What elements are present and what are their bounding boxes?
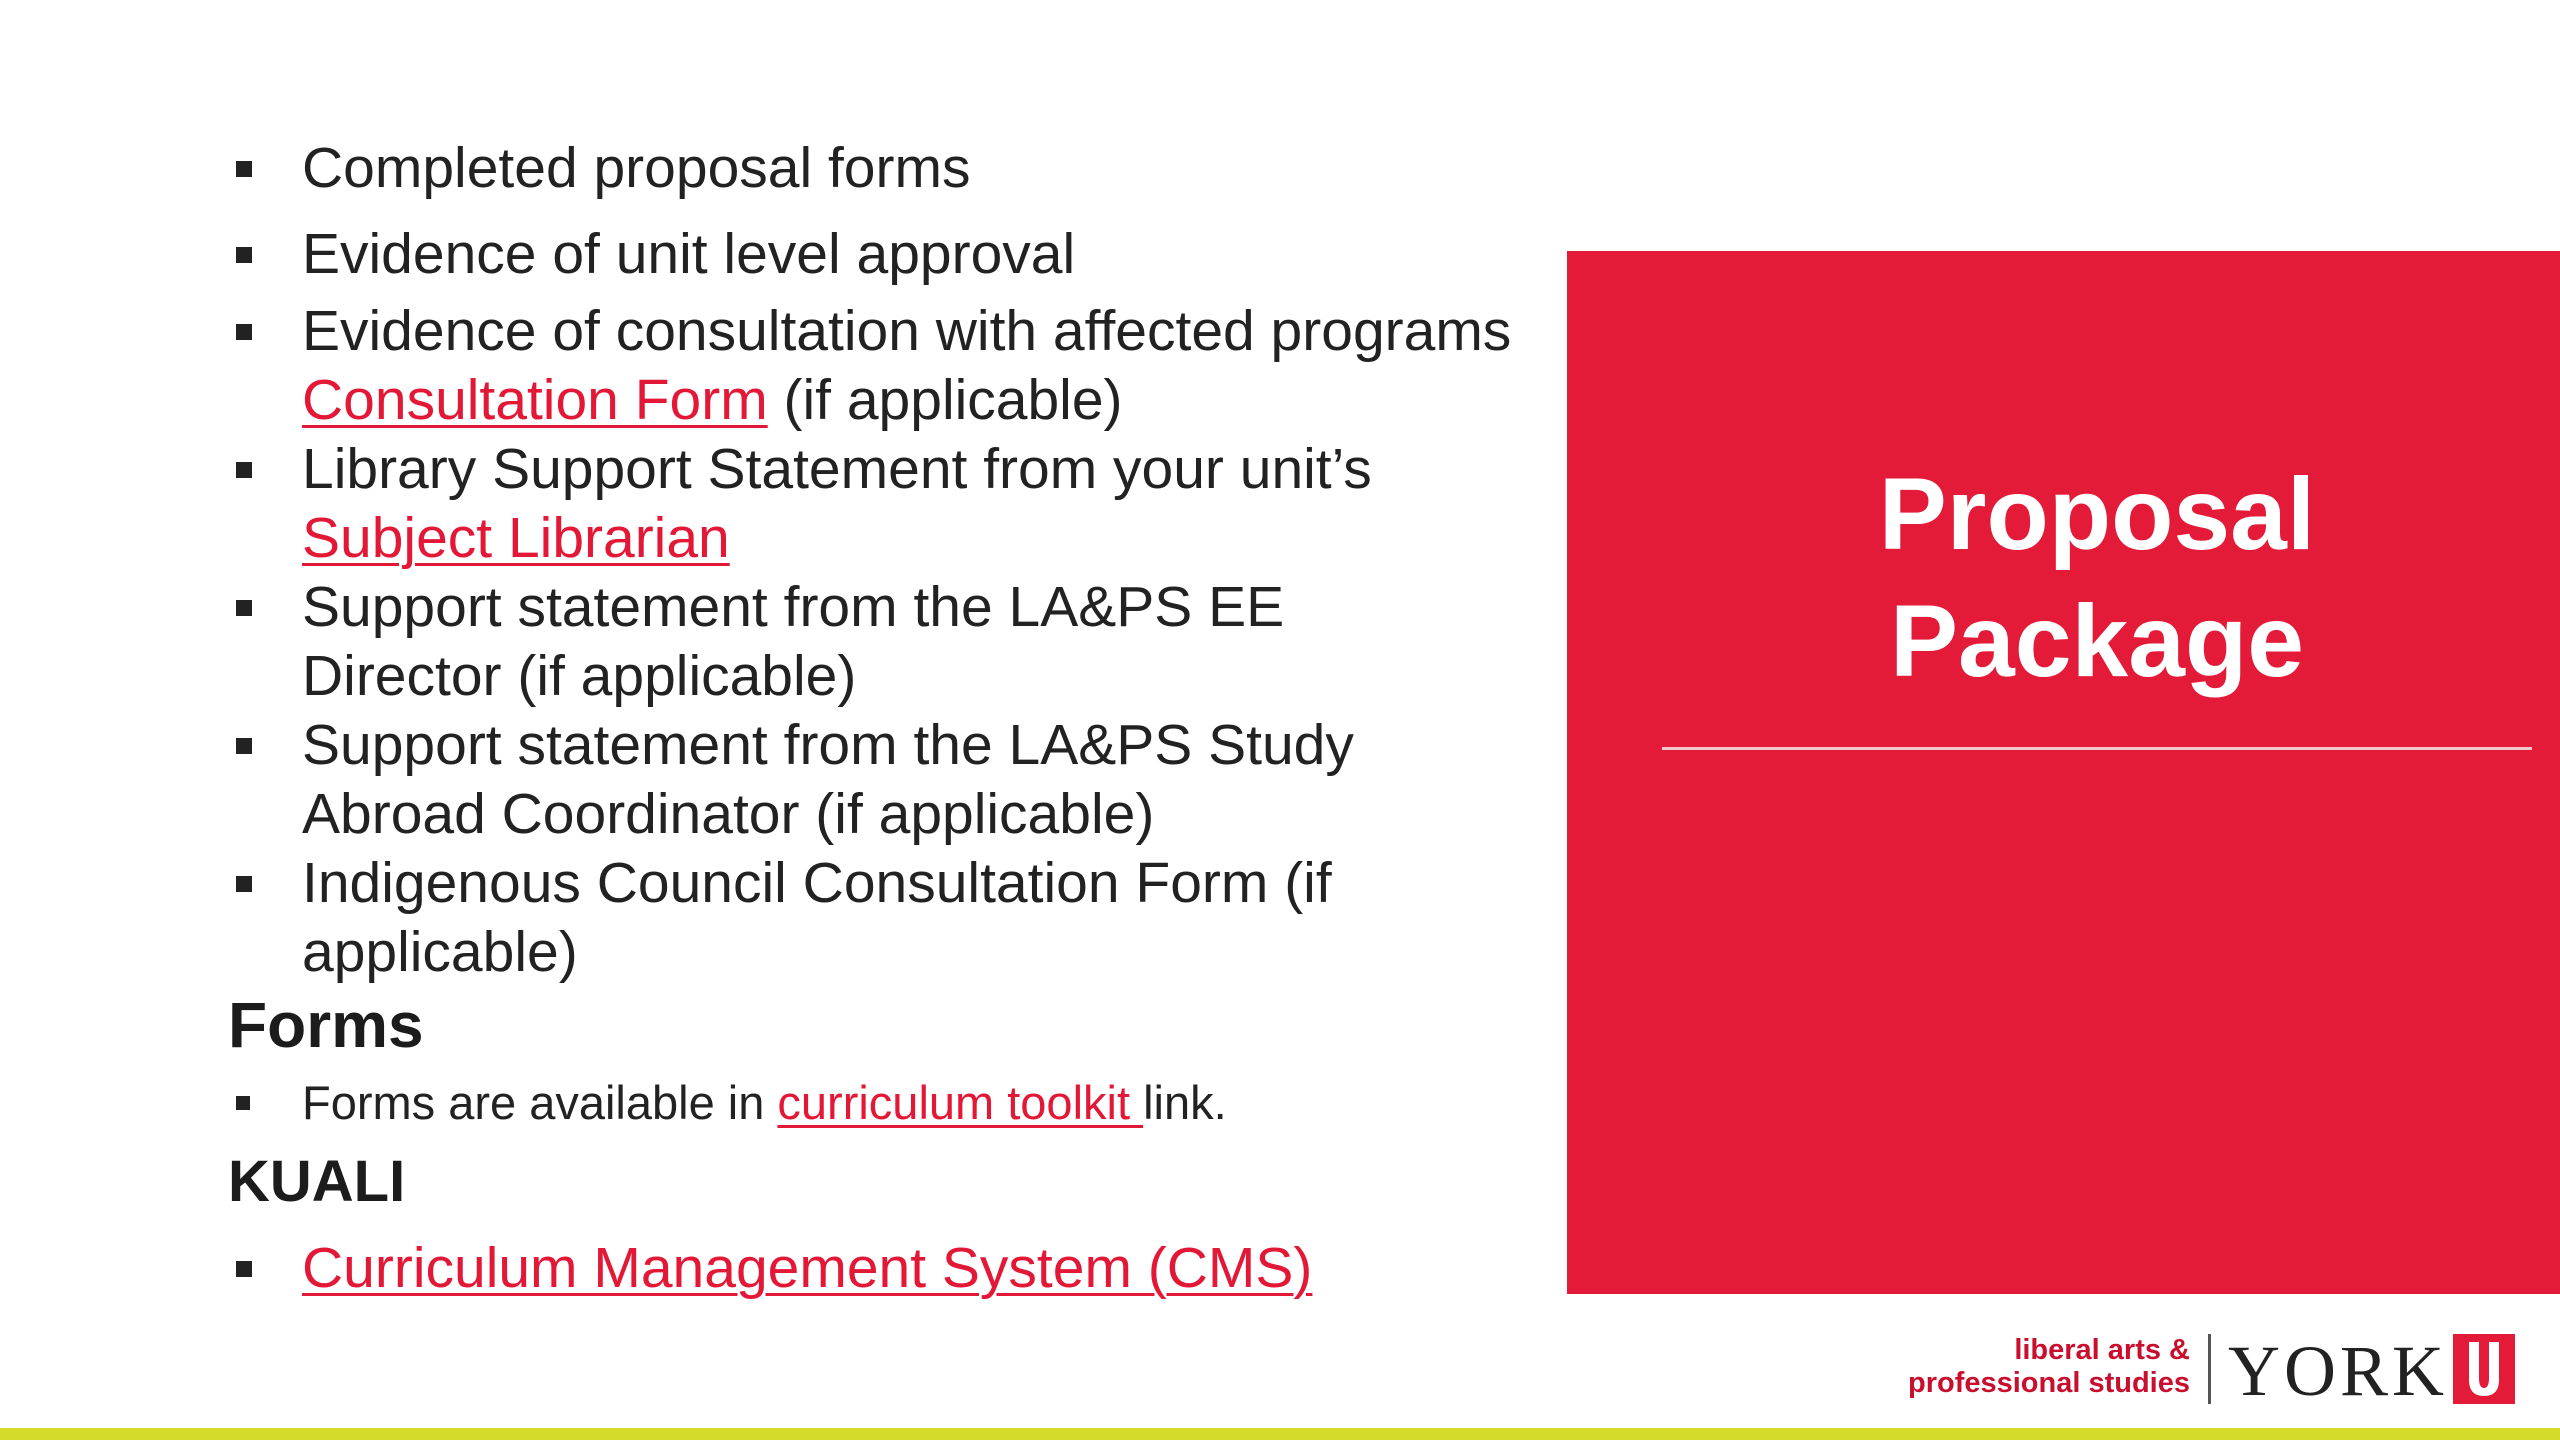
logo-line1: liberal arts & [2014,1334,2190,1366]
list-item-text: Support statement from the LA&PS EE Director (if applicable) [302,575,1285,708]
list-item-text [302,435,1422,573]
logo-line2: professional studies [1907,1367,2190,1399]
list-item-text [302,1070,1592,1136]
panel-title [1567,451,2560,705]
logo-divider [2208,1334,2211,1404]
title-panel [1567,251,2560,1294]
square-bullet-icon [236,1096,250,1110]
square-bullet-icon [236,247,252,263]
list-item-text-post: (if applicable) [767,368,1123,432]
list-item-text: Support statement from the LA&PS Study Abroad Coordinator (if applicable) [302,713,1354,846]
list-item-text: Evidence of unit level approval [302,222,1076,286]
square-bullet-icon [236,600,252,616]
subject-librarian-link[interactable]: Subject Librarian [302,506,730,570]
york-u-icon [2453,1334,2515,1404]
forms-heading: Forms [228,989,424,1061]
square-bullet-icon [236,1261,252,1277]
list-item-text: Indigenous Council Consultation Form (if applicable) [302,851,1332,984]
square-bullet-icon [236,738,252,754]
panel-divider [1662,747,2532,750]
footer-bar [0,1428,2560,1440]
square-bullet-icon [236,324,252,340]
square-bullet-icon [236,462,252,478]
panel-title-line1: Proposal [1878,457,2316,571]
list-item-text: Completed proposal forms [302,136,971,200]
forms-text-post: link. [1143,1076,1227,1129]
list-item-text-pre: Library Support Statement from your unit’s [302,437,1372,501]
logo-wordmark: YORK [2228,1331,2449,1411]
square-bullet-icon [236,161,252,177]
list-item-text-pre: Evidence of consultation with affected programs [302,299,1512,363]
cms-link[interactable]: Curriculum Management System (CMS) [302,1236,1313,1300]
list-item-text [302,1234,1592,1303]
curriculum-toolkit-link[interactable]: curriculum toolkit [777,1076,1144,1129]
consultation-form-link[interactable]: Consultation Form [302,368,768,432]
forms-text-pre: Forms are available in [302,1076,778,1129]
logo-faculty-text [1895,1334,2190,1400]
laps-york-logo [1895,1330,2515,1410]
list-item-text [302,297,1592,435]
kuali-heading: KUALI [228,1149,406,1214]
panel-title-line2: Package [1890,584,2304,698]
square-bullet-icon [236,876,252,892]
